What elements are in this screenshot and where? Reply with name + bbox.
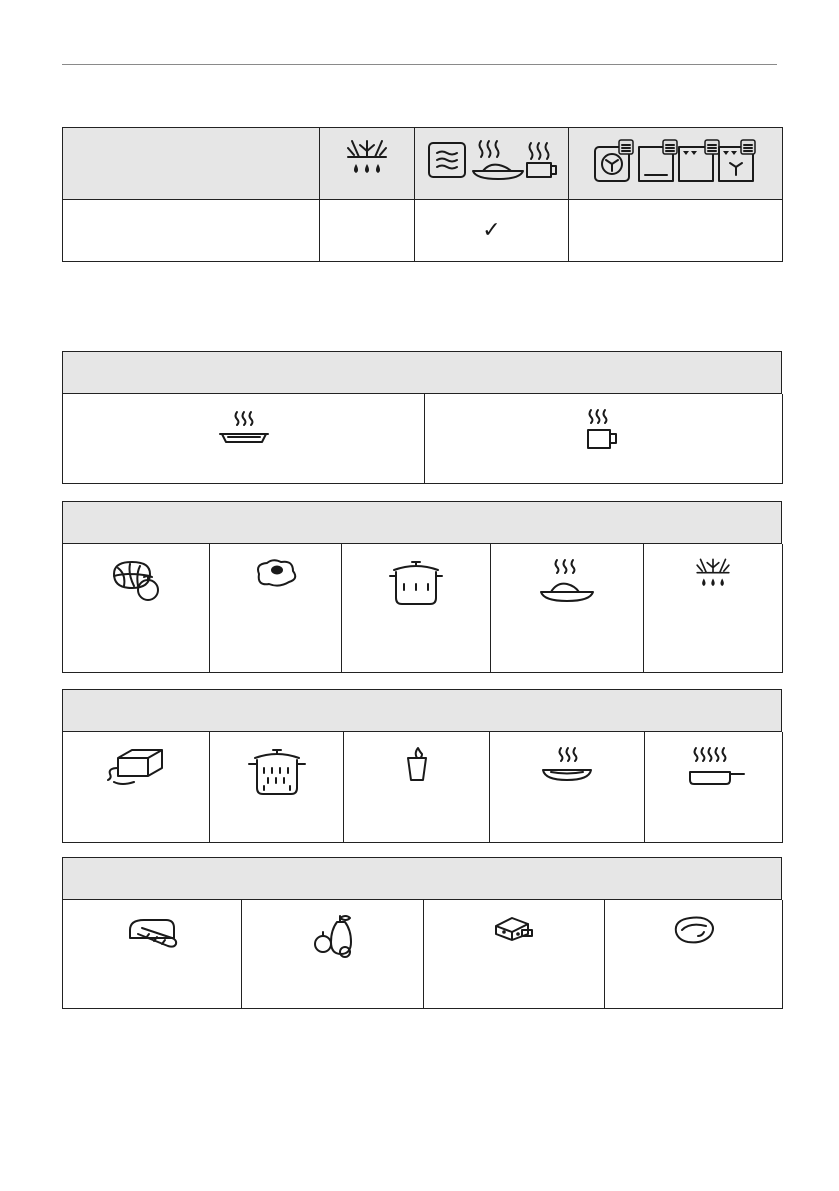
section-d-header — [62, 857, 782, 900]
fruits-icon — [309, 912, 357, 960]
section-d-grid — [62, 900, 783, 1009]
section-c-cell-5 — [645, 732, 783, 842]
section-d — [62, 857, 782, 1009]
steak-icon — [670, 912, 718, 948]
top-rule — [62, 64, 777, 65]
section-c-cell-3 — [344, 732, 490, 842]
cup-steam-icon — [582, 406, 626, 454]
section-a — [62, 351, 782, 484]
soup-plate-icon — [537, 744, 597, 788]
row-defrost-cell — [320, 200, 415, 262]
section-a-header — [62, 351, 782, 394]
section-d-cell-2 — [242, 900, 424, 1008]
table-header-defrost — [320, 128, 415, 200]
cooking-pot-icon — [384, 556, 448, 610]
pie-dish-steam-icon — [214, 406, 274, 446]
bread-icon — [124, 912, 180, 952]
section-b-header — [62, 501, 782, 544]
table-header-steam — [415, 128, 569, 200]
section-b-cell-5 — [644, 544, 783, 672]
table-header-accessories — [569, 128, 783, 200]
pot-boiling-icon — [245, 744, 309, 800]
section-a-grid — [62, 394, 783, 484]
section-c-cell-2 — [210, 732, 344, 842]
fried-egg-icon — [251, 556, 301, 590]
section-c-cell-4 — [490, 732, 645, 842]
defrost-icon — [342, 137, 392, 185]
oven-accessory-icons — [591, 137, 761, 185]
frying-pan-steam-icon — [682, 744, 746, 792]
section-d-cell-4 — [605, 900, 783, 1008]
check-mark: ✓ — [482, 217, 501, 242]
section-b-cell-1 — [63, 544, 210, 672]
steam-dish-cup-icon — [427, 137, 557, 185]
section-c-header — [62, 689, 782, 732]
section-d-cell-3 — [424, 900, 605, 1008]
section-b-grid — [62, 544, 783, 673]
row-accessories-cell — [569, 200, 783, 262]
cup-drink-icon — [402, 744, 432, 784]
defrost-icon — [691, 556, 735, 596]
row-label-cell — [63, 200, 320, 262]
section-d-cell-1 — [63, 900, 242, 1008]
section-b-cell-2 — [210, 544, 342, 672]
section-c-cell-1 — [63, 732, 210, 842]
row-steam-cell — [415, 200, 569, 262]
cheese-icon — [492, 912, 536, 944]
dish-steam-icon — [537, 556, 597, 608]
section-b — [62, 501, 782, 673]
section-a-cell-2 — [425, 394, 783, 483]
section-b-cell-3 — [342, 544, 491, 672]
vegetables-fruit-icon — [104, 556, 168, 606]
butter-melting-icon — [104, 744, 168, 792]
section-c — [62, 689, 782, 843]
table-header-blank — [63, 128, 320, 200]
section-a-cell-1 — [63, 394, 425, 483]
section-b-cell-4 — [491, 544, 644, 672]
section-c-grid — [62, 732, 783, 843]
function-table — [62, 127, 783, 262]
